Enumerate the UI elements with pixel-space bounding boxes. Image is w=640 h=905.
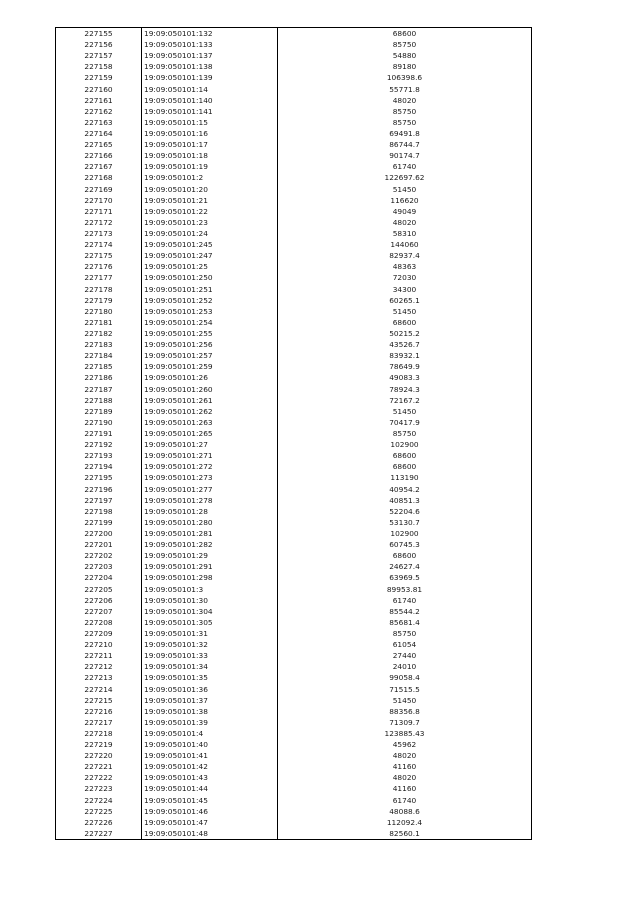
row-id-cell: 227178 — [56, 284, 142, 295]
cadastral-number-cell: 19:09:050101:3 — [142, 583, 278, 594]
cadastral-number-cell: 19:09:050101:278 — [142, 495, 278, 506]
row-id-cell: 227185 — [56, 361, 142, 372]
table-row — [56, 483, 532, 494]
row-id-cell: 227202 — [56, 550, 142, 561]
row-id-cell: 227222 — [56, 772, 142, 783]
cadastral-number-cell: 19:09:050101:15 — [142, 117, 278, 128]
row-id-cell: 227225 — [56, 806, 142, 817]
cadastral-number-cell: 19:09:050101:39 — [142, 717, 278, 728]
table-row — [56, 50, 532, 61]
cadastral-number-cell: 19:09:050101:253 — [142, 306, 278, 317]
row-id-cell: 227155 — [56, 28, 142, 40]
value-cell: 85750 — [278, 428, 532, 439]
row-id-cell: 227190 — [56, 417, 142, 428]
value-cell: 70417.9 — [278, 417, 532, 428]
row-id-cell: 227172 — [56, 217, 142, 228]
value-cell: 68600 — [278, 461, 532, 472]
table-row — [56, 261, 532, 272]
row-id-cell: 227193 — [56, 450, 142, 461]
value-cell: 41160 — [278, 761, 532, 772]
row-id-cell: 227167 — [56, 161, 142, 172]
value-cell: 82937.4 — [278, 250, 532, 261]
table-row — [56, 95, 532, 106]
row-id-cell: 227156 — [56, 39, 142, 50]
table-row — [56, 39, 532, 50]
table-row — [56, 595, 532, 606]
table-row — [56, 339, 532, 350]
value-cell: 48020 — [278, 95, 532, 106]
row-id-cell: 227179 — [56, 295, 142, 306]
value-cell: 51450 — [278, 306, 532, 317]
cadastral-number-cell: 19:09:050101:34 — [142, 661, 278, 672]
row-id-cell: 227218 — [56, 728, 142, 739]
value-cell: 123885.43 — [278, 728, 532, 739]
cadastral-number-cell: 19:09:050101:273 — [142, 472, 278, 483]
table-row — [56, 828, 532, 840]
value-cell: 71515.5 — [278, 683, 532, 694]
table-row — [56, 583, 532, 594]
table-row — [56, 228, 532, 239]
value-cell: 71309.7 — [278, 717, 532, 728]
table-row — [56, 739, 532, 750]
cadastral-number-cell: 19:09:050101:137 — [142, 50, 278, 61]
table-row — [56, 195, 532, 206]
row-id-cell: 227162 — [56, 106, 142, 117]
cadastral-number-cell: 19:09:050101:260 — [142, 384, 278, 395]
table-row — [56, 672, 532, 683]
table-row — [56, 184, 532, 195]
table-row — [56, 750, 532, 761]
table-row — [56, 139, 532, 150]
cadastral-number-cell: 19:09:050101:14 — [142, 84, 278, 95]
cadastral-number-cell: 19:09:050101:138 — [142, 61, 278, 72]
cadastral-number-cell: 19:09:050101:4 — [142, 728, 278, 739]
row-id-cell: 227165 — [56, 139, 142, 150]
cadastral-number-cell: 19:09:050101:40 — [142, 739, 278, 750]
cadastral-number-cell: 19:09:050101:245 — [142, 239, 278, 250]
cadastral-number-cell: 19:09:050101:281 — [142, 528, 278, 539]
value-cell: 61740 — [278, 161, 532, 172]
row-id-cell: 227189 — [56, 406, 142, 417]
row-id-cell: 227221 — [56, 761, 142, 772]
value-cell: 48020 — [278, 750, 532, 761]
cadastral-number-cell: 19:09:050101:17 — [142, 139, 278, 150]
row-id-cell: 227196 — [56, 483, 142, 494]
value-cell: 89180 — [278, 61, 532, 72]
row-id-cell: 227227 — [56, 828, 142, 840]
table-row — [56, 84, 532, 95]
value-cell: 24010 — [278, 661, 532, 672]
cadastral-number-cell: 19:09:050101:251 — [142, 284, 278, 295]
cadastral-number-cell: 19:09:050101:304 — [142, 606, 278, 617]
table-row — [56, 217, 532, 228]
row-id-cell: 227215 — [56, 695, 142, 706]
table-row — [56, 472, 532, 483]
table-row — [56, 450, 532, 461]
table-row — [56, 417, 532, 428]
row-id-cell: 227211 — [56, 650, 142, 661]
value-cell: 85750 — [278, 628, 532, 639]
table-row — [56, 806, 532, 817]
table-row — [56, 317, 532, 328]
table-row — [56, 650, 532, 661]
value-cell: 83932.1 — [278, 350, 532, 361]
value-cell: 99058.4 — [278, 672, 532, 683]
table-row — [56, 328, 532, 339]
row-id-cell: 227223 — [56, 783, 142, 794]
cadastral-number-cell: 19:09:050101:265 — [142, 428, 278, 439]
table-row — [56, 528, 532, 539]
value-cell: 122697.62 — [278, 172, 532, 183]
row-id-cell: 227199 — [56, 517, 142, 528]
value-cell: 50215.2 — [278, 328, 532, 339]
cadastral-number-cell: 19:09:050101:41 — [142, 750, 278, 761]
cadastral-number-cell: 19:09:050101:21 — [142, 195, 278, 206]
value-cell: 68600 — [278, 550, 532, 561]
cadastral-number-cell: 19:09:050101:20 — [142, 184, 278, 195]
value-cell: 68600 — [278, 28, 532, 40]
table-row — [56, 150, 532, 161]
value-cell: 112092.4 — [278, 817, 532, 828]
table-row — [56, 506, 532, 517]
value-cell: 113190 — [278, 472, 532, 483]
value-cell: 85750 — [278, 39, 532, 50]
cadastral-number-cell: 19:09:050101:141 — [142, 106, 278, 117]
value-cell: 41160 — [278, 783, 532, 794]
value-cell: 88356.8 — [278, 706, 532, 717]
value-cell: 78924.3 — [278, 384, 532, 395]
table-row — [56, 561, 532, 572]
table-body — [56, 28, 532, 840]
table-row — [56, 61, 532, 72]
value-cell: 72167.2 — [278, 395, 532, 406]
cadastral-number-cell: 19:09:050101:27 — [142, 439, 278, 450]
value-cell: 72030 — [278, 272, 532, 283]
value-cell: 40851.3 — [278, 495, 532, 506]
table-row — [56, 783, 532, 794]
cadastral-number-cell: 19:09:050101:132 — [142, 28, 278, 40]
value-cell: 89953.81 — [278, 583, 532, 594]
value-cell: 34300 — [278, 284, 532, 295]
value-cell: 61054 — [278, 639, 532, 650]
value-cell: 144060 — [278, 239, 532, 250]
cadastral-number-cell: 19:09:050101:22 — [142, 206, 278, 217]
cadastral-number-cell: 19:09:050101:247 — [142, 250, 278, 261]
row-id-cell: 227212 — [56, 661, 142, 672]
cadastral-number-cell: 19:09:050101:45 — [142, 795, 278, 806]
value-cell: 51450 — [278, 184, 532, 195]
table-row — [56, 695, 532, 706]
value-cell: 68600 — [278, 450, 532, 461]
row-id-cell: 227201 — [56, 539, 142, 550]
cadastral-number-cell: 19:09:050101:250 — [142, 272, 278, 283]
value-cell: 68600 — [278, 317, 532, 328]
cadastral-value-table — [55, 27, 532, 840]
cadastral-number-cell: 19:09:050101:305 — [142, 617, 278, 628]
row-id-cell: 227171 — [56, 206, 142, 217]
cadastral-number-cell: 19:09:050101:282 — [142, 539, 278, 550]
value-cell: 43526.7 — [278, 339, 532, 350]
value-cell: 45962 — [278, 739, 532, 750]
value-cell: 78649.9 — [278, 361, 532, 372]
cadastral-number-cell: 19:09:050101:280 — [142, 517, 278, 528]
row-id-cell: 227170 — [56, 195, 142, 206]
table-row — [56, 361, 532, 372]
value-cell: 48020 — [278, 217, 532, 228]
table-row — [56, 639, 532, 650]
row-id-cell: 227195 — [56, 472, 142, 483]
value-cell: 27440 — [278, 650, 532, 661]
cadastral-number-cell: 19:09:050101:48 — [142, 828, 278, 840]
table-row — [56, 661, 532, 672]
cadastral-number-cell: 19:09:050101:29 — [142, 550, 278, 561]
cadastral-number-cell: 19:09:050101:271 — [142, 450, 278, 461]
value-cell: 49083.3 — [278, 372, 532, 383]
row-id-cell: 227176 — [56, 261, 142, 272]
value-cell: 49049 — [278, 206, 532, 217]
table-row — [56, 350, 532, 361]
row-id-cell: 227208 — [56, 617, 142, 628]
table-row — [56, 550, 532, 561]
cadastral-number-cell: 19:09:050101:36 — [142, 683, 278, 694]
cadastral-number-cell: 19:09:050101:262 — [142, 406, 278, 417]
table-row — [56, 272, 532, 283]
value-cell: 85544.2 — [278, 606, 532, 617]
row-id-cell: 227209 — [56, 628, 142, 639]
value-cell: 86744.7 — [278, 139, 532, 150]
cadastral-number-cell: 19:09:050101:298 — [142, 572, 278, 583]
row-id-cell: 227174 — [56, 239, 142, 250]
row-id-cell: 227187 — [56, 384, 142, 395]
row-id-cell: 227177 — [56, 272, 142, 283]
table-row — [56, 239, 532, 250]
row-id-cell: 227173 — [56, 228, 142, 239]
table-row — [56, 628, 532, 639]
table-row — [56, 295, 532, 306]
row-id-cell: 227191 — [56, 428, 142, 439]
row-id-cell: 227163 — [56, 117, 142, 128]
table-row — [56, 250, 532, 261]
cadastral-number-cell: 19:09:050101:277 — [142, 483, 278, 494]
value-cell: 48088.6 — [278, 806, 532, 817]
value-cell: 85750 — [278, 106, 532, 117]
table-row — [56, 128, 532, 139]
row-id-cell: 227164 — [56, 128, 142, 139]
value-cell: 102900 — [278, 439, 532, 450]
table-row — [56, 439, 532, 450]
table-row — [56, 395, 532, 406]
value-cell: 82560.1 — [278, 828, 532, 840]
row-id-cell: 227205 — [56, 583, 142, 594]
row-id-cell: 227160 — [56, 84, 142, 95]
cadastral-number-cell: 19:09:050101:33 — [142, 650, 278, 661]
cadastral-number-cell: 19:09:050101:263 — [142, 417, 278, 428]
cadastral-number-cell: 19:09:050101:38 — [142, 706, 278, 717]
row-id-cell: 227183 — [56, 339, 142, 350]
row-id-cell: 227214 — [56, 683, 142, 694]
cadastral-number-cell: 19:09:050101:23 — [142, 217, 278, 228]
value-cell: 55771.8 — [278, 84, 532, 95]
value-cell: 60265.1 — [278, 295, 532, 306]
row-id-cell: 227219 — [56, 739, 142, 750]
row-id-cell: 227175 — [56, 250, 142, 261]
table-row — [56, 384, 532, 395]
value-cell: 24627.4 — [278, 561, 532, 572]
table-row — [56, 206, 532, 217]
cadastral-number-cell: 19:09:050101:16 — [142, 128, 278, 139]
value-cell: 51450 — [278, 406, 532, 417]
row-id-cell: 227213 — [56, 672, 142, 683]
value-cell: 48020 — [278, 772, 532, 783]
value-cell: 60745.3 — [278, 539, 532, 550]
row-id-cell: 227192 — [56, 439, 142, 450]
row-id-cell: 227198 — [56, 506, 142, 517]
row-id-cell: 227210 — [56, 639, 142, 650]
value-cell: 58310 — [278, 228, 532, 239]
table-row — [56, 761, 532, 772]
table-row — [56, 517, 532, 528]
table-row — [56, 28, 532, 40]
table-row — [56, 572, 532, 583]
row-id-cell: 227188 — [56, 395, 142, 406]
row-id-cell: 227181 — [56, 317, 142, 328]
cadastral-number-cell: 19:09:050101:37 — [142, 695, 278, 706]
cadastral-number-cell: 19:09:050101:44 — [142, 783, 278, 794]
row-id-cell: 227158 — [56, 61, 142, 72]
row-id-cell: 227182 — [56, 328, 142, 339]
cadastral-number-cell: 19:09:050101:26 — [142, 372, 278, 383]
table-row — [56, 606, 532, 617]
row-id-cell: 227226 — [56, 817, 142, 828]
row-id-cell: 227161 — [56, 95, 142, 106]
row-id-cell: 227220 — [56, 750, 142, 761]
table-row — [56, 161, 532, 172]
row-id-cell: 227186 — [56, 372, 142, 383]
cadastral-number-cell: 19:09:050101:261 — [142, 395, 278, 406]
row-id-cell: 227217 — [56, 717, 142, 728]
table-row — [56, 495, 532, 506]
row-id-cell: 227168 — [56, 172, 142, 183]
value-cell: 51450 — [278, 695, 532, 706]
row-id-cell: 227159 — [56, 72, 142, 83]
cadastral-number-cell: 19:09:050101:42 — [142, 761, 278, 772]
cadastral-number-cell: 19:09:050101:31 — [142, 628, 278, 639]
table-row — [56, 284, 532, 295]
table-row — [56, 706, 532, 717]
table-row — [56, 461, 532, 472]
value-cell: 90174.7 — [278, 150, 532, 161]
row-id-cell: 227207 — [56, 606, 142, 617]
table-row — [56, 728, 532, 739]
row-id-cell: 227194 — [56, 461, 142, 472]
cadastral-number-cell: 19:09:050101:133 — [142, 39, 278, 50]
cadastral-number-cell: 19:09:050101:252 — [142, 295, 278, 306]
row-id-cell: 227200 — [56, 528, 142, 539]
cadastral-number-cell: 19:09:050101:2 — [142, 172, 278, 183]
row-id-cell: 227157 — [56, 50, 142, 61]
value-cell: 54880 — [278, 50, 532, 61]
cadastral-number-cell: 19:09:050101:291 — [142, 561, 278, 572]
row-id-cell: 227203 — [56, 561, 142, 572]
table-row — [56, 428, 532, 439]
table-row — [56, 72, 532, 83]
cadastral-number-cell: 19:09:050101:19 — [142, 161, 278, 172]
table-row — [56, 539, 532, 550]
table-row — [56, 795, 532, 806]
row-id-cell: 227169 — [56, 184, 142, 195]
row-id-cell: 227206 — [56, 595, 142, 606]
cadastral-number-cell: 19:09:050101:272 — [142, 461, 278, 472]
cadastral-number-cell: 19:09:050101:30 — [142, 595, 278, 606]
row-id-cell: 227180 — [56, 306, 142, 317]
table-row — [56, 306, 532, 317]
value-cell: 102900 — [278, 528, 532, 539]
value-cell: 52204.6 — [278, 506, 532, 517]
cadastral-number-cell: 19:09:050101:254 — [142, 317, 278, 328]
cadastral-number-cell: 19:09:050101:255 — [142, 328, 278, 339]
value-cell: 106398.6 — [278, 72, 532, 83]
value-cell: 85750 — [278, 117, 532, 128]
table-row — [56, 817, 532, 828]
row-id-cell: 227224 — [56, 795, 142, 806]
table-row — [56, 617, 532, 628]
cadastral-number-cell: 19:09:050101:28 — [142, 506, 278, 517]
cadastral-number-cell: 19:09:050101:256 — [142, 339, 278, 350]
table-row — [56, 772, 532, 783]
value-cell: 69491.8 — [278, 128, 532, 139]
table-row — [56, 106, 532, 117]
cadastral-number-cell: 19:09:050101:32 — [142, 639, 278, 650]
value-cell: 53130.7 — [278, 517, 532, 528]
value-cell: 61740 — [278, 595, 532, 606]
value-cell: 85681.4 — [278, 617, 532, 628]
cadastral-number-cell: 19:09:050101:43 — [142, 772, 278, 783]
cadastral-number-cell: 19:09:050101:18 — [142, 150, 278, 161]
cadastral-number-cell: 19:09:050101:24 — [142, 228, 278, 239]
cadastral-number-cell: 19:09:050101:259 — [142, 361, 278, 372]
table-row — [56, 717, 532, 728]
cadastral-number-cell: 19:09:050101:257 — [142, 350, 278, 361]
table-row — [56, 683, 532, 694]
cadastral-number-cell: 19:09:050101:140 — [142, 95, 278, 106]
table-row — [56, 372, 532, 383]
value-cell: 116620 — [278, 195, 532, 206]
cadastral-number-cell: 19:09:050101:46 — [142, 806, 278, 817]
cadastral-number-cell: 19:09:050101:25 — [142, 261, 278, 272]
value-cell: 48363 — [278, 261, 532, 272]
table-row — [56, 406, 532, 417]
table-row — [56, 172, 532, 183]
cadastral-number-cell: 19:09:050101:35 — [142, 672, 278, 683]
cadastral-number-cell: 19:09:050101:139 — [142, 72, 278, 83]
row-id-cell: 227197 — [56, 495, 142, 506]
row-id-cell: 227166 — [56, 150, 142, 161]
row-id-cell: 227184 — [56, 350, 142, 361]
value-cell: 63969.5 — [278, 572, 532, 583]
value-cell: 61740 — [278, 795, 532, 806]
value-cell: 40954.2 — [278, 483, 532, 494]
row-id-cell: 227204 — [56, 572, 142, 583]
cadastral-number-cell: 19:09:050101:47 — [142, 817, 278, 828]
row-id-cell: 227216 — [56, 706, 142, 717]
table-row — [56, 117, 532, 128]
